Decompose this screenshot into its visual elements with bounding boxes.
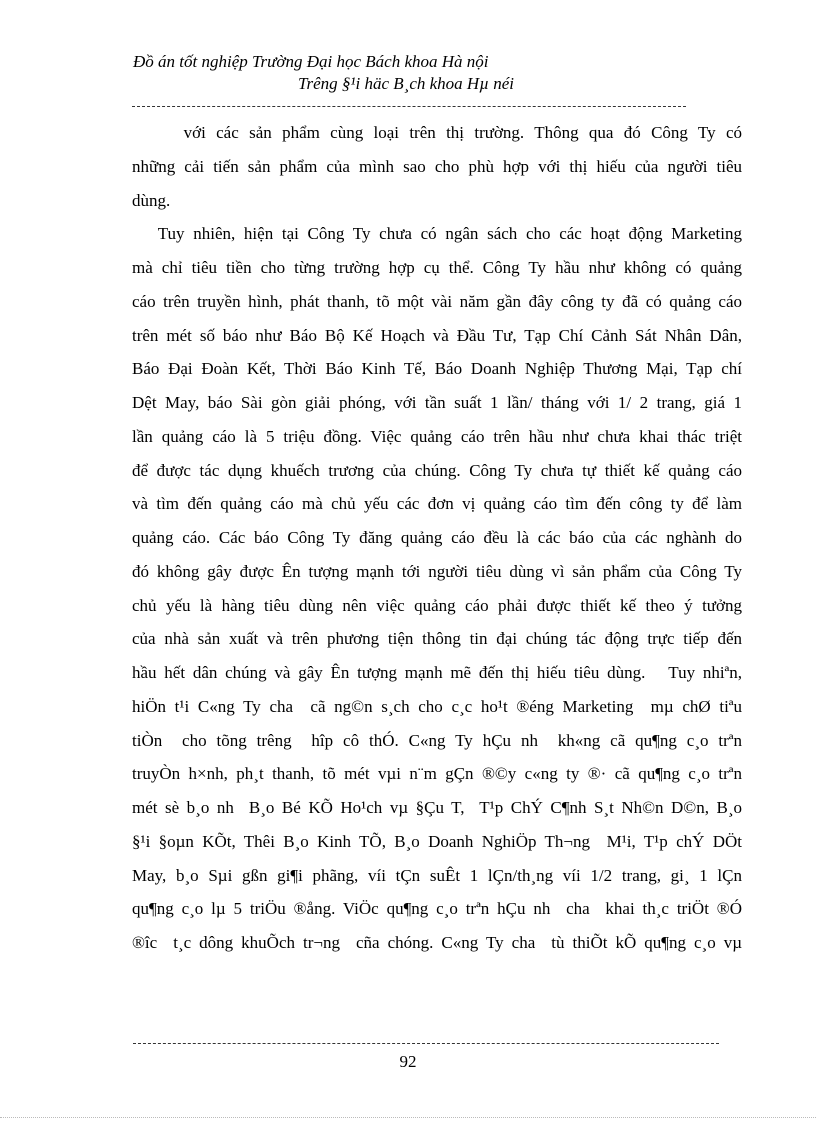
text-line: mét sè b¸o nh B¸o Bé KÕ Ho¹ch vµ §Çu T, T¹p ChÝ C¶nh S¸t Nh©n D©n, B¸o	[132, 798, 742, 817]
text-line: cáo trên truyền hình, phát thanh, tõ một vài năm gần đây công ty đã có quảng cáo	[132, 291, 742, 311]
text-line: những cải tiến sản phẩm của mình sao cho phù hợp với thị hiếu của người tiêu	[132, 156, 742, 176]
running-header-title-legacy-encoding: Trêng §¹i häc B¸ch khoa Hµ néi	[298, 74, 515, 93]
text-line: May, b¸o Sµi gßn gi¶i phãng, víi tÇn suÊt 1 lÇn/th¸ng víi 1/2 trang, gi¸ 1 lÇn	[132, 865, 742, 885]
text-line: hiÖn t¹i C«ng Ty cha cã ng©n s¸ch cho c¸c ho¹t ®éng Marketing mµ chØ tiªu	[132, 696, 742, 716]
page-edge-rule	[0, 1117, 816, 1118]
text-line: của nhà sản xuất và trên phương tiện thông tin đại chúng tác động trực tiếp đến	[132, 629, 742, 649]
text-line: §¹i §oµn KÕt, Thêi B¸o Kinh TÕ, B¸o Doanh NghiÖp Th¬ng M¹i, T¹p chÝ DÖt	[132, 831, 742, 851]
text-line: Dệt May, báo Sài gòn giải phóng, với tần suất 1 lần/ tháng với 1/ 2 trang, giá 1	[132, 393, 742, 412]
running-header-title: Đồ án tốt nghiệp Trường Đại học Bách khoa Hà nội	[133, 52, 489, 71]
text-line: Báo Đại Đoàn Kết, Thời Báo Kinh Tế, Báo Doanh Nghiệp Thương Mại, Tạp chí	[132, 359, 742, 379]
text-line: quảng cáo. Các báo Công Ty đăng quảng cáo đều là các báo của các nghành do	[132, 528, 742, 547]
text-line: tiÒn cho tõng trêng hîp cô thÓ. C«ng Ty hÇu nh kh«ng cã qu¶ng c¸o trªn	[132, 730, 742, 750]
text-line: chủ yếu là hàng tiêu dùng nên việc quảng cáo phải được thiết kế theo ý tưởng	[132, 595, 742, 615]
text-line: để được tác dụng khuếch trương của chúng. Công Ty chưa tự thiết kế quảng cáo	[132, 460, 742, 480]
footer-divider	[133, 1043, 719, 1044]
text-line: dùng.	[132, 190, 171, 210]
page-number: 92	[399, 1052, 417, 1071]
text-line: ®îc t¸c dông khuÕch tr¬ng cña chóng. C«ng Ty cha tù thiÕt kÕ qu¶ng c¸o vµ	[132, 933, 742, 952]
text-line: hầu hết dân chúng và gây Ên tượng mạnh mẽ đến thị hiếu tiêu dùng. Tuy nhiªn,	[132, 663, 742, 682]
body-text	[132, 116, 742, 960]
text-line: mà chỉ tiêu tiền cho từng trường hợp cụ thể. Công Ty hầu như không có quảng	[132, 258, 742, 277]
text-line: Tuy nhiên, hiện tại Công Ty chưa có ngân sách cho các hoạt động Marketing	[132, 224, 742, 244]
text-line: đó không gây được Ên tượng mạnh tới người tiêu dùng vì sản phẩm của Công Ty	[132, 561, 742, 581]
text-line: với các sản phẩm cùng loại trên thị trường. Thông qua đó Công Ty có	[132, 123, 742, 142]
text-line: trên mét số báo như Báo Bộ Kế Hoạch và Đầu Tư, Tạp Chí Cảnh Sát Nhân Dân,	[132, 325, 742, 345]
header-divider	[132, 106, 686, 107]
text-line: qu¶ng c¸o lµ 5 triÖu ®ång. ViÖc qu¶ng c¸o trªn hÇu nh cha khai th¸c triÖt ®Ó	[132, 899, 742, 919]
text-line: và tìm đến quảng cáo mà chủ yếu các đơn vị quảng cáo tìm đến công ty để làm	[132, 494, 742, 514]
text-line: lần quảng cáo là 5 triệu đồng. Việc quảng cáo trên hầu như chưa khai thác triệt	[132, 426, 742, 446]
text-line: truyÒn h×nh, ph¸t thanh, tõ mét vµi n¨m gÇn ®©y c«ng ty ®· cã qu¶ng c¸o trªn	[132, 764, 742, 784]
